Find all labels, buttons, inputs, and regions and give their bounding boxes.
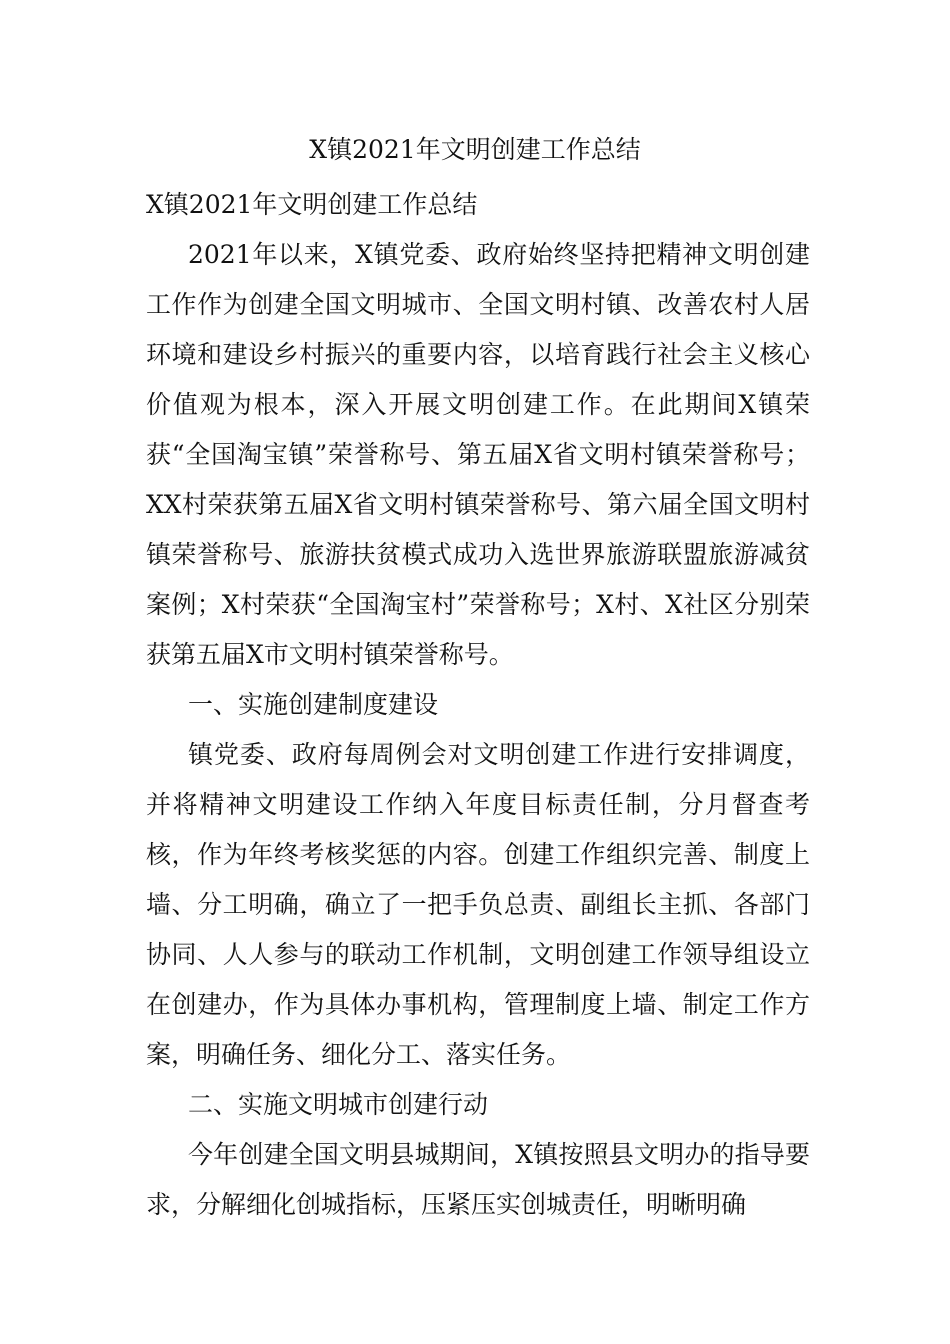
document-subtitle: X镇2021年文明创建工作总结 bbox=[146, 190, 478, 219]
section-2-paragraph: 今年创建全国文明县城期间，X镇按照县文明办的指导要求，分解细化创城指标，压紧压实创城责任，明晰明确 bbox=[146, 1140, 810, 1219]
document-body bbox=[146, 180, 810, 1230]
document-title: X镇2021年文明创建工作总结 bbox=[309, 135, 641, 164]
section-heading-1: 一、实施创建制度建设 bbox=[188, 690, 439, 719]
section-heading-2: 二、实施文明城市创建行动 bbox=[188, 1090, 489, 1119]
section-1-paragraph: 镇党委、政府每周例会对文明创建工作进行安排调度，并将精神文明建设工作纳入年度目标责任制，分月督查考核，作为年终考核奖惩的内容。创建工作组织完善、制度上墙、分工明确，确立了一把手负总责、副组长主抓、各部门协同、人人参与的联动工作机制，文明创建工作领导组设立在创建办，作为具体办事机构，管理制度上墙、制定工作方案，明确任务、细化分工、落实任务。 bbox=[146, 740, 810, 1069]
intro-paragraph: 2021年以来，X镇党委、政府始终坚持把精神文明创建工作作为创建全国文明城市、全国文明村镇、改善农村人居环境和建设乡村振兴的重要内容，以培育践行社会主义核心价值观为根本，深入开展文明创建工作。在此期间X镇荣获“全国淘宝镇”荣誉称号、第五届X省文明村镇荣誉称号；XX村荣获第五届X省文明村镇荣誉称号、第六届全国文明村镇荣誉称号、旅游扶贫模式成功入选世界旅游联盟旅游减贫案例；X村荣获“全国淘宝村”荣誉称号；X村、X社区分别荣获第五届X市文明村镇荣誉称号。 bbox=[146, 240, 810, 669]
